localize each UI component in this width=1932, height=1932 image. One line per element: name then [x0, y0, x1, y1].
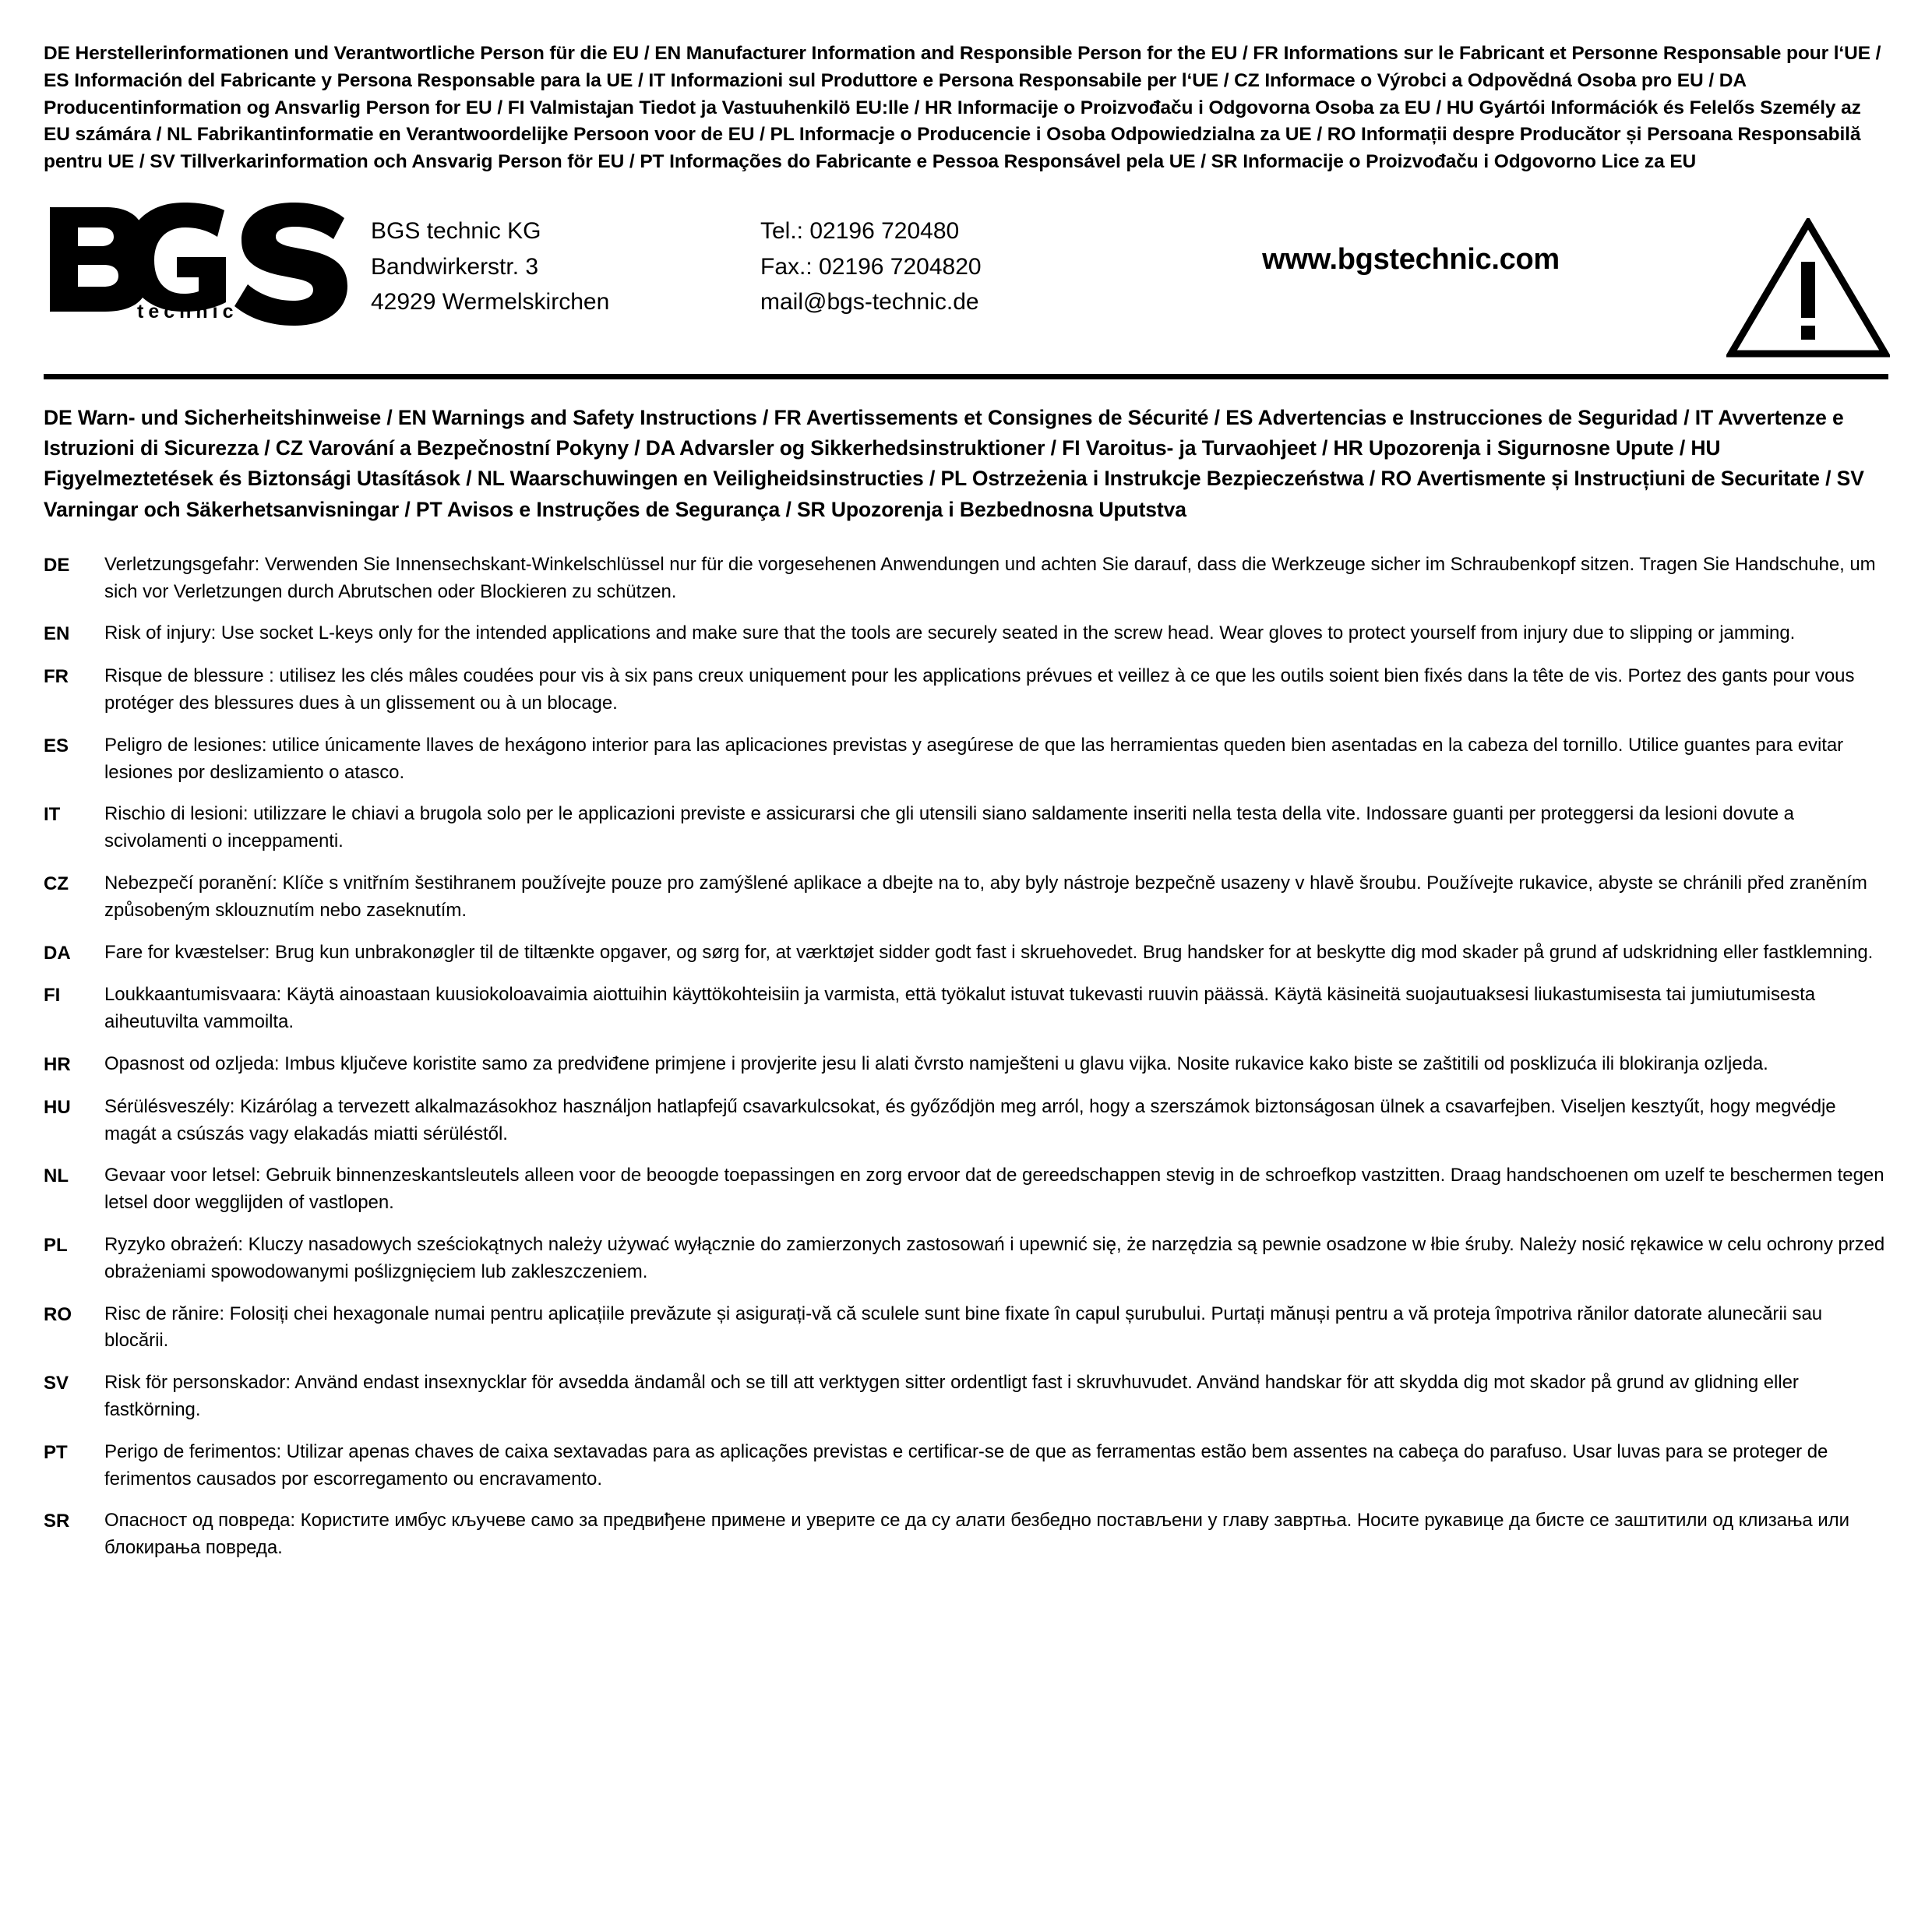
list-item [44, 1507, 1888, 1562]
list-item [44, 1232, 1888, 1286]
warning-text: Risk of injury: Use socket L-keys only for the intended applications and make sure that the tools are securely seated in the screw head. Wear gloves to protect yourself from injury due to slipping or jamming. [104, 622, 1796, 644]
company-tel: Tel.: 02196 720480 [760, 217, 960, 244]
logo-registered-mark: ® [263, 208, 279, 232]
list-item [44, 1051, 1888, 1079]
warning-text: Perigo de ferimentos: Utilizar apenas chaves de caixa sextavadas para as aplicações previstas e certificar-se de que as ferramentas estão bem assentes na cabeça do parafuso. Usar luvas para se proteger de ferimentos causados por escorregamento ou encravamento. [104, 1440, 1828, 1490]
language-code: EN [44, 623, 70, 645]
company-contact-band [44, 196, 1890, 365]
company-city: 42929 Wermelskirchen [371, 289, 610, 316]
bgs-logo-icon [44, 201, 355, 326]
company-website-container [1126, 196, 1695, 277]
company-email[interactable]: mail@bgs-technic.de [760, 289, 979, 316]
warning-text: Ryzyko obrażeń: Kluczy nasadowych sześciokątnych należy używać wyłącznie do zamierzonych zastosowań i upewnić się, że narzędzia są pewnie osadzone w łbie śruby. Należy nosić rękawice w celu ochrony przed obrażeniami spowodowanymi poślizgnięciem lub zakleszczeniem. [104, 1233, 1885, 1282]
list-item [44, 552, 1888, 606]
warning-text: Risque de blessure : utilisez les clés mâles coudées pour vis à six pans creux uniquement pour les applications prévues et veillez à ce que les outils soient bien fixés dans la tête de vis. Portez des gants pour vous protéger des blessures dues à un glissement ou à un blocage. [104, 665, 1855, 714]
header-divider [44, 374, 1888, 379]
warning-triangle-icon [1726, 218, 1890, 358]
language-code: FR [44, 666, 69, 688]
language-code: HU [44, 1096, 71, 1118]
company-address [371, 196, 760, 320]
warning-text: Risc de rănire: Folosiți chei hexagonale numai pentru aplicațiile prevăzute și asigurați-vă că sculele sunt bine fixate în capul șurubului. Purtați mănuși pentru a vă proteja împotriva rănilor datorate alunecării sau blocării. [104, 1303, 1823, 1352]
language-code: HR [44, 1053, 71, 1075]
language-code: PT [44, 1441, 68, 1463]
warning-text: Gevaar voor letsel: Gebruik binnenzeskantsleutels alleen voor de beoogde toepassingen en zorg ervoor dat de gereedschappen stevig in de schroefkop vastzitten. Draag handschoenen om uzelf te beschermen tegen letsel door wegglijden of vastlopen. [104, 1165, 1884, 1214]
language-code: NL [44, 1165, 69, 1187]
list-item [44, 1094, 1888, 1148]
logo-technic-text: technic [137, 300, 238, 323]
language-code: RO [44, 1303, 72, 1325]
warning-triangle-container [1695, 196, 1890, 358]
warning-text: Peligro de lesiones: utilice únicamente llaves de hexágono interior para las aplicaciones previstas y asegúrese de que las herramientas queden bien asentadas en la cabeza del tornillo. Utilice guantes para evitar lesiones por deslizamiento o atasco. [104, 734, 1844, 783]
warning-text: Nebezpečí poranění: Klíče s vnitřním šestihranem používejte pouze pro zamýšlené aplikace a dbejte na to, aby byly nástroje bezpečně usazeny v hlavě šroubu. Používejte rukavice, abyste se chránili před zraněním způsobeným sklouznutím nebo zaseknutím. [104, 872, 1867, 921]
manufacturer-info-heading: DE Herstellerinformationen und Verantwortliche Person für die EU / EN Manufacturer Information and Responsible Person for the EU / FR Informations sur le Fabricant et Personne Responsable pour l‘UE / ES Información del Fabricante y Persona Responsable para la UE / IT Informazioni sul Produttore e Persona Responsabile per l‘UE / CZ Informace o Výrobci a Odpovědná Osoba pro EU / DA Producentinformation og Ansvarlig Person for EU / FI Valmistajan Tiedot ja Vastuuhenkilö EU:lle / HR Informacije o Proizvođaču i Odgovorna Osoba za EU / HU Gyártói Információk és Felelős Személy az EU számára / NL Fabrikantinformatie en Verantwoordelijke Persoon voor de EU / PL Informacje o Producencie i Osoba Odpowiedzialna za UE / RO Informații despre Producător și Persoana Responsabilă pentru UE / SV Tillverkarinformation och Ansvarig Person för EU / PT Informações do Fabricante e Pessoa Responsável pela UE / SR Informacije o Proizvođaču i Odgovorno Lice za EU [44, 43, 1881, 173]
warnings-heading: DE Warn- und Sicherheitshinweise / EN Warnings and Safety Instructions / FR Avertissements et Consignes de Sécurité / ES Advertencias e Instrucciones de Seguridad / IT Avvertenze e Istruzioni di Sicurezza / CZ Varování a Bezpečnostní Pokyny / DA Advarsler og Sikkerhedsinstruktioner / FI Varoitus- ja Turvaohjeet / HR Upozorenja i Sigurnosne Upute / HU Figyelmeztetések és Biztonsági Utasítások / NL Waarschuwingen en Veiligheidsinstructies / PL Ostrzeżenia i Instrukcje Bezpieczeństwa / RO Avertismente și Instrucțiuni de Securitate / SV Varningar och Säkerhetsanvisningar / PT Avisos e Instruções de Segurança / SR Upozorenja i Bezbednosna Uputstva [44, 405, 1864, 521]
warning-text: Verletzungsgefahr: Verwenden Sie Innensechskant-Winkelschlüssel nur für die vorgesehenen Anwendungen und achten Sie darauf, dass die Werkzeuge sicher im Schraubenkopf sitzen. Tragen Sie Handschuhe, um sich vor Verletzungen durch Abrutschen oder Blockieren zu schützen. [104, 553, 1876, 602]
warning-text: Opasnost od ozljeda: Imbus ključeve koristite samo za predviđene primjene i provjerite jesu li alati čvrsto namješteni u glavu vijka. Nosite rukavice kako biste se zaštitili od posklizuća ili blokiranja ozljeda. [104, 1052, 1768, 1074]
warning-text: Rischio di lesioni: utilizzare le chiavi a brugola solo per le applicazioni previste e assicurarsi che gli utensili siano saldamente inseriti nella testa della vite. Indossare guanti per proteggersi da lesioni dovute a scivolamenti o inceppamenti. [104, 803, 1794, 852]
warning-text: Sérülésveszély: Kizárólag a tervezett alkalmazásokhoz használjon hatlapfejű csavarkulcsokat, és győződjön meg arról, hogy a szerszámok biztonságosan ülnek a csavarfejben. Viseljen kesztyűt, hogy megvédje magát a csúszás vagy elakadás miatti sérüléstől. [104, 1095, 1836, 1144]
list-item [44, 620, 1888, 648]
list-item [44, 1439, 1888, 1493]
list-item [44, 663, 1888, 717]
list-item [44, 982, 1888, 1036]
list-item [44, 1370, 1888, 1424]
list-item [44, 1162, 1888, 1217]
list-item [44, 870, 1888, 925]
language-code: PL [44, 1234, 68, 1256]
list-item [44, 940, 1888, 968]
company-name: BGS technic KG [371, 217, 541, 244]
company-contact [760, 196, 1126, 320]
warning-text: Loukkaantumisvaara: Käytä ainoastaan kuusiokoloavaimia aiottuihin käyttökohteisiin ja varmista, että työkalut istuvat tukevasti ruuvin päässä. Käytä käsineitä suojautuaksesi liukastumisesta tai jumiutumisesta aiheutuvilta vammoilta. [104, 984, 1816, 1033]
bgs-logo [44, 196, 371, 326]
company-website[interactable]: www.bgstechnic.com [1262, 242, 1560, 276]
list-item [44, 732, 1888, 787]
list-item [44, 1301, 1888, 1356]
language-code: ES [44, 735, 69, 756]
language-code: SV [44, 1373, 69, 1394]
language-code: SR [44, 1511, 70, 1532]
warning-text: Risk för personskador: Använd endast insexnycklar för avsedda ändamål och se till att verktygen sitter ordentligt fast i skruvhuvudet. Använd handskar för att skydda dig mot skador på grund av glidning eller fastkörning. [104, 1372, 1799, 1420]
warning-text: Опасност од повреда: Користите имбус кључеве само за предвиђене примене и уверите се да су алати безбедно постављени у главу завртња. Носите рукавице да бисте се заштитили од клизања или блокирања повреда. [104, 1510, 1849, 1559]
language-code: DA [44, 942, 71, 964]
list-item [44, 801, 1888, 855]
company-street: Bandwirkerstr. 3 [371, 253, 539, 280]
language-code: IT [44, 804, 61, 826]
language-code: FI [44, 985, 61, 1007]
company-fax: Fax.: 02196 7204820 [760, 253, 982, 280]
language-code: DE [44, 554, 70, 576]
language-code: CZ [44, 873, 69, 894]
warning-text: Fare for kvæstelser: Brug kun unbrakonøgler til de tiltænkte opgaver, og sørg for, at værktøjet sidder godt fast i skruehovedet. Brug handsker for at beskytte dig mod skader på grund af udskridning eller fastklemning. [104, 941, 1874, 963]
warnings-list [44, 552, 1888, 1562]
